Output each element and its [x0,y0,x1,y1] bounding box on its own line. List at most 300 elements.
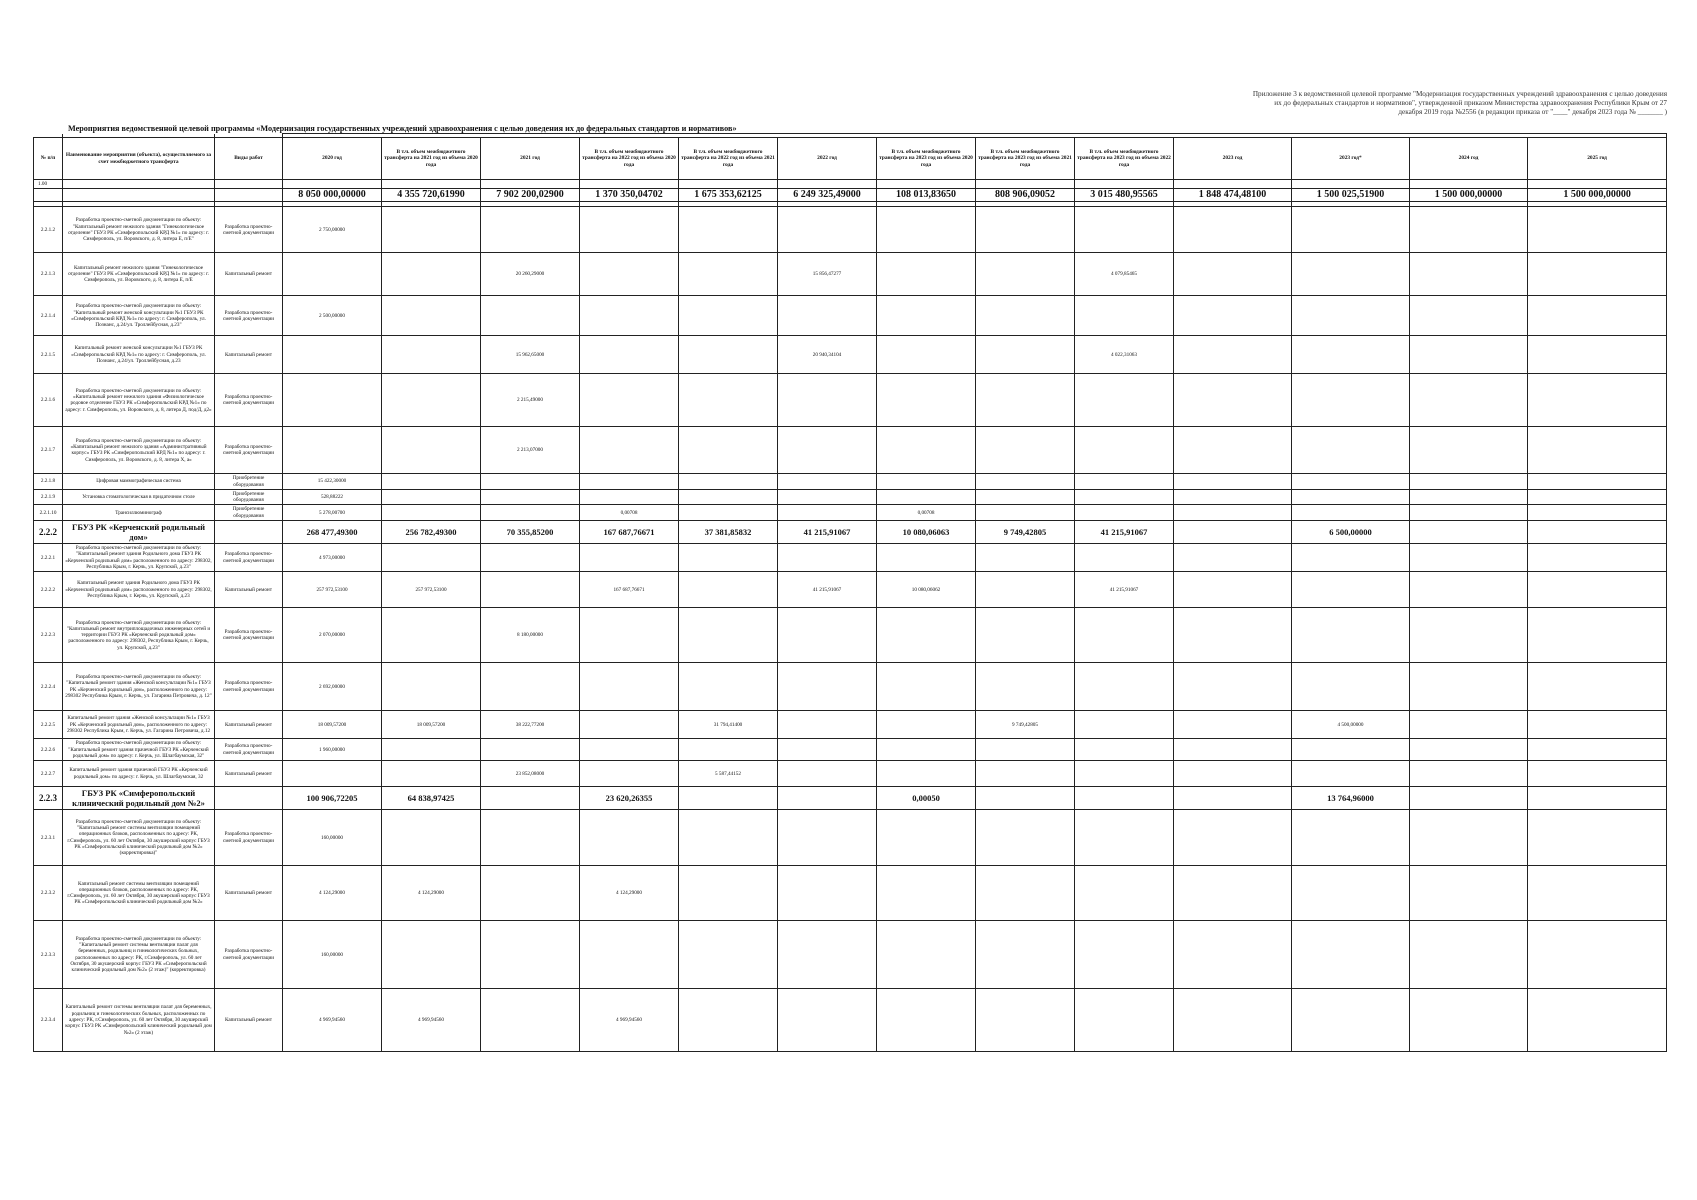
cell-value: 268 477,49300 [283,521,382,544]
cell-value [1292,253,1410,296]
cell-value [1292,207,1410,253]
cell-work-type: Разработка проектно-сметной документации [215,739,283,761]
cell-value [778,989,877,1052]
cell-value [382,296,481,336]
cell-number: 2.2.3.2 [34,866,63,921]
cell-value [580,336,679,374]
cell-value: 1 675 353,62125 [679,189,778,202]
cell-value: 528,88222 [283,489,382,505]
cell-value [481,787,580,810]
cell-value [1292,866,1410,921]
cell-value [1410,296,1528,336]
header-row [34,138,1667,180]
cell-value [481,474,580,490]
cell-value [1075,921,1174,989]
cell-value [877,739,976,761]
cell-value [778,180,877,189]
cell-value [382,374,481,427]
appendix-note [1147,90,1667,117]
cell-value [1410,521,1528,544]
cell-value [382,921,481,989]
cell-value [778,921,877,989]
cell-value [1174,989,1292,1052]
cell-number: 2.2.2.5 [34,711,63,739]
cell-work-type: Приобретение оборудования [215,505,283,521]
col-header: В т.ч. объем межбюджетного трансферта на 2023 год из объема 2022 года [1075,138,1174,180]
cell-value [1292,739,1410,761]
col-header: 2023 год [1174,138,1292,180]
cell-value [976,761,1075,787]
cell-name: Разработка проектно-сметной документации по объекту: «Капитальный ремонт нежилого здания «Физиологическое родовое отделение ГБУЗ РК «Симферопольский КРД №1» по адресу: г. Симферополь, ул. Воровского, д. 8, литера Д, под/Д, д2» [63,374,215,427]
cell-value: 0,00708 [877,505,976,521]
cell-value [1410,572,1528,608]
cell-value [382,336,481,374]
cell-value: 0,00708 [580,505,679,521]
cell-value [1292,474,1410,490]
cell-value [877,253,976,296]
cell-name: Капитальный ремонт здания прачечной ГБУЗ РК «Керченский родильный дом» по адресу: г. Керчь, ул. Шлагбаумская, 32 [63,761,215,787]
cell-value [679,374,778,427]
table-row [34,866,1667,921]
cell-value [778,505,877,521]
cell-value [877,810,976,866]
cell-value [679,336,778,374]
cell-value [481,921,580,989]
cell-value [1292,608,1410,663]
cell-value [679,253,778,296]
cell-value: 167 687,76671 [580,521,679,544]
cell-value [877,374,976,427]
cell-value [1528,336,1667,374]
cell-value [382,544,481,572]
cell-work-type: Капитальный ремонт [215,572,283,608]
cell-value [1410,427,1528,474]
cell-value: 4 973,00000 [283,544,382,572]
table-row [34,810,1667,866]
cell-value: 9 749,42805 [976,521,1075,544]
appendix-line: их до федеральных стандартов и нормативов", утвержденной приказом Министерства здравоохранения Республики Крым от 27 [1274,99,1667,107]
cell-value: 4 079,85465 [1075,253,1174,296]
cell-value [1075,989,1174,1052]
cell-value [580,296,679,336]
cell-value: 4 124,29000 [283,866,382,921]
cell-value [877,296,976,336]
cell-value [778,544,877,572]
cell-value [1410,989,1528,1052]
cell-value [1292,544,1410,572]
cell-value [283,336,382,374]
cell-number: 2.2.1.9 [34,489,63,505]
cell-value [382,207,481,253]
cell-value: 4 969,94560 [283,989,382,1052]
cell-value [1174,544,1292,572]
cell-value: 5 278,00700 [283,505,382,521]
cell-value [382,180,481,189]
cell-value [382,663,481,711]
cell-value [1528,711,1667,739]
cell-value [877,544,976,572]
cell-value: 15 962,65000 [481,336,580,374]
cell-value [976,427,1075,474]
cell-number: 2.2.2.6 [34,739,63,761]
cell-value [1174,663,1292,711]
cell-value [679,663,778,711]
cell-value [1075,739,1174,761]
cell-value [679,207,778,253]
cell-value: 256 782,49300 [382,521,481,544]
cell-value [1075,505,1174,521]
cell-value [580,207,679,253]
cell-value [1292,810,1410,866]
cell-name: Капитальный ремонт системы вентиляции палат для беременных, родильниц и гинекологических больных, расположенных по адресу: РК, г.Симферополь, ул. 60 лет Октября, 30 акушерский корпус ГБУЗ РК «Симферопольский клинический родильный дом №2» (2 этаж) [63,989,215,1052]
cell-value [481,296,580,336]
cell-value: 10 080,06062 [877,572,976,608]
cell-value [1075,180,1174,189]
cell-value [580,663,679,711]
table-body [34,180,1667,1052]
cell-value [1528,489,1667,505]
cell-value: 2 070,00000 [283,608,382,663]
cell-value [1292,921,1410,989]
cell-value [481,663,580,711]
cell-value [976,739,1075,761]
cell-number: 2.2.1.3 [34,253,63,296]
cell-value [1528,253,1667,296]
cell-value [976,663,1075,711]
cell-value [1410,663,1528,711]
cell-value: 5 587,44152 [679,761,778,787]
cell-value: 3 015 480,95565 [1075,189,1174,202]
cell-value [1174,866,1292,921]
cell-name: Разработка проектно-сметной документации по объекту: "Капитальный ремонт здания прачечной ГБУЗ РК «Керченский родильный дом» по адресу: г. Керчь, ул. Шлагбаумская, 32" [63,739,215,761]
cell-value [382,253,481,296]
table-row [34,711,1667,739]
cell-value [580,761,679,787]
appendix-line: Приложение 3 к ведомственной целевой программе "Модернизация государственных учреждений здравоохранения с целью доведения [1252,90,1667,98]
cell-value [580,474,679,490]
cell-number: 2.2.1.7 [34,427,63,474]
cell-value [976,296,1075,336]
cell-value [1292,572,1410,608]
cell-value: 1 500 000,00000 [1528,189,1667,202]
cell-value [778,474,877,490]
cell-value: 41 215,91067 [1075,572,1174,608]
cell-value [283,761,382,787]
cell-name: Установка стоматологическая в придаточном столе [63,489,215,505]
cell-value [580,180,679,189]
cell-value [778,663,877,711]
cell-work-type: Разработка проектно-сметной документации [215,374,283,427]
cell-value [679,787,778,810]
cell-value [1174,180,1292,189]
table-row [34,505,1667,521]
cell-value [382,739,481,761]
cell-work-type: Капитальный ремонт [215,711,283,739]
cell-number: 2.2.1.4 [34,296,63,336]
cell-value: 64 838,97425 [382,787,481,810]
table-row [34,427,1667,474]
cell-value [679,739,778,761]
cell-work-type: Разработка проектно-сметной документации [215,207,283,253]
cell-value [976,505,1075,521]
cell-value [1075,427,1174,474]
cell-value [1528,739,1667,761]
cell-value: 160,00000 [283,810,382,866]
cell-value [1174,505,1292,521]
table-row [34,489,1667,505]
cell-value [1528,474,1667,490]
cell-value: 15 422,30000 [283,474,382,490]
cell-name: Капитальный ремонт системы вентиляции помещений операционных блоков, расположенных по адресу: РК, г.Симферополь, ул. 60 лет Октября, 30 акушерский корпус ГБУЗ РК «Симферопольский клинический родильный дом №2» [63,866,215,921]
cell-value [877,711,976,739]
cell-number: 2.2.2 [34,521,63,544]
cell-value: 100 906,72205 [283,787,382,810]
cell-value [1174,572,1292,608]
cell-value [382,810,481,866]
appendix-line: декабря 2019 года №2556 (в редакции приказа от "____" декабря 2023 года № _______ ) [1398,108,1667,116]
cell-value [481,866,580,921]
cell-value: 4 022,31063 [1075,336,1174,374]
cell-value [778,207,877,253]
cell-value [679,989,778,1052]
cell-name: Разработка проектно-сметной документации по объекту: "Капитальный ремонт здания «Женской консультации №1» ГБУЗ РК «Керченский родильный дом», расположенного по адресу: 298302 Республика Крым, г. Керчь, ул. Гагарина Петровича, д. 12" [63,663,215,711]
cell-value [580,544,679,572]
cell-value [1174,521,1292,544]
cell-value [1410,866,1528,921]
cell-value [1410,921,1528,989]
cell-name [63,189,215,202]
cell-value [778,296,877,336]
cell-value [1528,761,1667,787]
cell-value [1174,474,1292,490]
cell-value [580,608,679,663]
cell-value [1410,180,1528,189]
cell-value [1528,521,1667,544]
cell-value [778,608,877,663]
cell-number: 2.2.3 [34,787,63,810]
cell-name: Трансиллюминограф [63,505,215,521]
cell-value: 4 969,94560 [382,989,481,1052]
cell-value [481,489,580,505]
cell-value [976,989,1075,1052]
cell-value [778,787,877,810]
cell-value [1528,787,1667,810]
cell-value: 2 500,00000 [283,296,382,336]
cell-value [976,180,1075,189]
cell-value [1528,180,1667,189]
cell-value [481,810,580,866]
cell-value [1075,544,1174,572]
cell-value: 70 355,85200 [481,521,580,544]
cell-value [481,989,580,1052]
cell-value: 23 620,26355 [580,787,679,810]
cell-value [679,296,778,336]
col-header: В т.ч. объем межбюджетного трансферта на 2023 год из объема 2020 года [877,138,976,180]
cell-value: 15 856,47277 [778,253,877,296]
cell-value [1075,787,1174,810]
cell-work-type: Разработка проектно-сметной документации [215,810,283,866]
cell-value [1410,761,1528,787]
cell-value [1292,374,1410,427]
cell-value [1075,866,1174,921]
cell-value [778,866,877,921]
col-header: 2025 год [1528,138,1667,180]
cell-value [283,180,382,189]
cell-value [1075,663,1174,711]
cell-value [481,180,580,189]
cell-value [1174,253,1292,296]
cell-name: Разработка проектно-сметной документации по объекту: "Капитальный ремонт здания Родильного дома ГБУЗ РК «Керченский родильный дом» расположенного по адресу: 298302, Республика Крым, г. Керчь, ул. Крупской, д.23" [63,544,215,572]
cell-name: Разработка проектно-сметной документации по объекту: "Капитальный ремонт системы вентиляции помещений операционных блоков, расположенных по адресу: РК, г.Симферополь, ул. 60 лет Октября, 30 акушерский корпус ГБУЗ РК «Симферопольский клинический родильный дом №2» (корректировка)" [63,810,215,866]
table-row [34,180,1667,189]
table-row [34,921,1667,989]
cell-value [1528,810,1667,866]
table-row [34,572,1667,608]
cell-value [679,810,778,866]
cell-value [1174,374,1292,427]
cell-value [382,761,481,787]
cell-name: Капитальный ремонт здания Родильного дома ГБУЗ РК «Керченский родильный дом» расположенного по адресу: 298302, Республика Крым, г. Керчь, ул. Крупской, д.23 [63,572,215,608]
cell-name: Разработка проектно-сметной документации по объекту: "Капитальный ремонт женской консультации №1 ГБУЗ РК «Симферопольский КРД №1» по адресу: г. Симферополь, ул. Познанс, д.24/ул. Троллейбусная, д.23" [63,296,215,336]
cell-work-type: Капитальный ремонт [215,866,283,921]
cell-value [580,427,679,474]
cell-value: 1 960,00000 [283,739,382,761]
cell-value [481,544,580,572]
cell-value [778,711,877,739]
cell-value: 41 215,91067 [778,521,877,544]
cell-value [976,572,1075,608]
cell-value [1075,810,1174,866]
table-row [34,663,1667,711]
table-row [34,296,1667,336]
table-row [34,374,1667,427]
cell-value [1410,207,1528,253]
col-header: 2022 год [778,138,877,180]
cell-value [1410,739,1528,761]
cell-number: 1.00 [34,180,63,189]
cell-value [1292,505,1410,521]
cell-number: 2.2.3.3 [34,921,63,989]
cell-value: 41 215,91067 [1075,521,1174,544]
cell-value [1075,711,1174,739]
cell-value [1075,489,1174,505]
cell-value [1075,474,1174,490]
cell-value: 108 013,83650 [877,189,976,202]
cell-value [283,374,382,427]
cell-work-type: Приобретение оборудования [215,474,283,490]
document-title: Мероприятия ведомственной целевой программы «Модернизация государственных учреждений здравоохранения с целью доведения их до федеральных стандартов и нормативов» [68,124,737,133]
cell-value [1410,787,1528,810]
cell-number: 2.2.2.2 [34,572,63,608]
cell-value: 4 969,94560 [580,989,679,1052]
cell-value: 167 687,76671 [580,572,679,608]
cell-value: 8 180,00000 [481,608,580,663]
cell-value [283,253,382,296]
cell-value: 9 749,42805 [976,711,1075,739]
cell-value: 38 222,77200 [481,711,580,739]
cell-value [1410,253,1528,296]
cell-value: 7 902 200,02900 [481,189,580,202]
cell-value [976,374,1075,427]
cell-value [778,374,877,427]
cell-value [1528,207,1667,253]
cell-value [877,989,976,1052]
cell-value [1075,207,1174,253]
cell-value [580,810,679,866]
cell-value [778,489,877,505]
cell-value [976,810,1075,866]
table-row [34,739,1667,761]
cell-name: Разработка проектно-сметной документации по объекту: "Капитальный ремонт внутриплощадочных инженерных сетей и территории ГБУЗ РК «Керченский родильный дом» расположенного по адресу: 298302, Республика Крым, г. Керчь, ул. Крупской, д.23" [63,608,215,663]
cell-name: Капитальный ремонт женской консультации №1 ГБУЗ РК «Симферопольский КРД №1» по адресу: г. Симферополь, ул. Познанс, д.24/ул. Троллейбусная, д.23 [63,336,215,374]
cell-value [580,739,679,761]
cell-number: 2.2.2.3 [34,608,63,663]
cell-value [1528,989,1667,1052]
cell-name: Капитальный ремонт нежилого здания "Гинекологическое отделение" ГБУЗ РК «Симферопольский КРД №1» по адресу: г. Симферополь, ул. Воровского, д. 8, литера Е, п/Е [63,253,215,296]
col-header: В т.ч. объем межбюджетного трансферта на 2021 год из объема 2020 года [382,138,481,180]
cell-value [778,739,877,761]
cell-work-type: Капитальный ремонт [215,253,283,296]
cell-value: 2 215,49000 [481,374,580,427]
cell-value: 20 260,29000 [481,253,580,296]
cell-work-type [215,521,283,544]
cell-value [877,474,976,490]
cell-value: 4 500,00000 [1292,711,1410,739]
cell-value [1174,296,1292,336]
cell-value [877,336,976,374]
cell-value [778,810,877,866]
cell-value [1528,921,1667,989]
cell-number: 2.2.1.6 [34,374,63,427]
cell-name: Разработка проектно-сметной документации по объекту: "Капитальный ремонт нежилого здания "Гинекологическое отделение" ГБУЗ РК «Симферопольский КРД №1» по адресу: г. Симферополь, ул. Воровского, д. 8, литера Е, п/Е" [63,207,215,253]
cell-value [1410,608,1528,663]
cell-work-type [215,189,283,202]
col-header: 2024 год [1410,138,1528,180]
cell-value [1292,336,1410,374]
col-header: В т.ч. объем межбюджетного трансферта на 2023 год из объема 2021 года [976,138,1075,180]
cell-value [382,474,481,490]
cell-value: 2 750,00000 [283,207,382,253]
cell-value: 1 500 000,00000 [1410,189,1528,202]
cell-number: 2.2.1.8 [34,474,63,490]
cell-value [1174,739,1292,761]
cell-number: 2.2.1.10 [34,505,63,521]
cell-value [1528,544,1667,572]
cell-value [1528,374,1667,427]
cell-value: 1 848 474,48100 [1174,189,1292,202]
cell-value [976,474,1075,490]
cell-value [877,921,976,989]
col-header: Наименование мероприятия (объекта), осуществляемого за счет межбюджетного трансферта [63,138,215,180]
cell-value [1410,374,1528,427]
cell-work-type: Разработка проектно-сметной документации [215,921,283,989]
cell-value [679,608,778,663]
col-header: В т.ч. объем межбюджетного трансферта на 2022 год из объема 2020 года [580,138,679,180]
cell-value [976,608,1075,663]
cell-value: 4 124,29000 [382,866,481,921]
cell-value [877,761,976,787]
cell-value [1174,336,1292,374]
cell-value: 257 972,53100 [382,572,481,608]
cell-value [877,608,976,663]
table-row [34,207,1667,253]
cell-value: 18 009,57200 [382,711,481,739]
cell-value [481,572,580,608]
cell-value [580,253,679,296]
cell-value [1174,921,1292,989]
cell-value [1292,296,1410,336]
group-row [34,787,1667,810]
